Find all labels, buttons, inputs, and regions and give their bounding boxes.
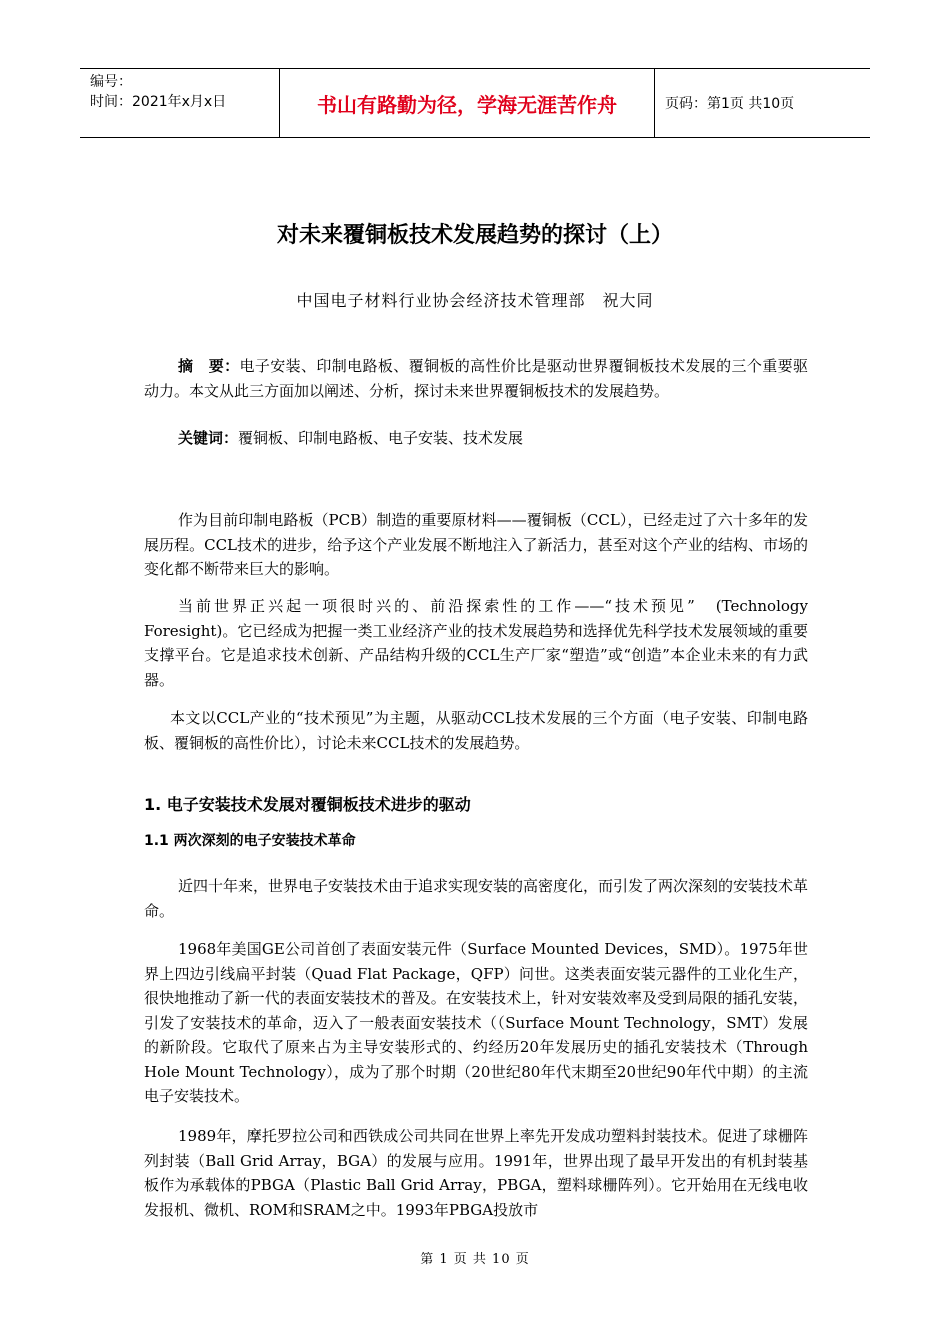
time-label: 时间：2021年x月x日: [90, 94, 227, 110]
header-table: [80, 68, 870, 138]
paragraph-5: 1968年美国GE公司首创了表面安装元件（Surface Mounted Devices，SMD）。1975年世界上四边引线扁平封装（Quad Flat Package，QFP）问世。这类表面安装元器件的工业化生产，很快地推动了新一代的表面安装技术的普及。在安装技术上，针对安装效率及受到局限的插孔安装，引发了安装技术的革命，迈入了一般表面安装技术（（Surface Mount Technology，SMT）发展的新阶段。它取代了原来占为主导安装形式的、约经历20年发展历史的插孔安装技术（Through Hole Mount Technology），成为了那个时期（20世纪80年代末期至20世纪90年代中期）的主流电子安装技术。: [144, 940, 808, 1105]
header-left-cell: [80, 69, 280, 137]
keywords-label: 关键词：: [178, 429, 239, 447]
paragraph-4: 近四十年来，世界电子安装技术由于追求实现安装的高密度化，而引发了两次深刻的安装技术革命。: [144, 877, 809, 920]
paragraph-6: 1989年，摩托罗拉公司和西铁成公司共同在世界上率先开发成功塑料封装技术。促进了球栅阵列封装（Ball Grid Array，BGA）的发展与应用。1991年，世界出现了最早开发出的有机封装基板作为承载体的PBGA（Plastic Ball Grid Array，PBGA，塑料球栅阵列）。它开始用在无线电收发报机、微机、ROM和SRAM之中。1993年PBGA投放市: [144, 1127, 808, 1219]
number-label: 编号：: [90, 74, 132, 90]
page-footer: 第 1 页 共 10 页: [420, 1252, 530, 1267]
document-title: 对未来覆铜板技术发展趋势的探讨（上）: [276, 223, 673, 248]
paragraph-1: 作为目前印制电路板（PCB）制造的重要原材料——覆铜板（CCL），已经走过了六十多年的发展历程。CCL技术的进步，给予这个产业发展不断地注入了新活力，甚至对这个产业的结构、市场的变化都不断带来巨大的影响。: [144, 511, 808, 578]
keywords: [144, 426, 808, 451]
section-heading-1: 1. 电子安装技术发展对覆铜板技术进步的驱动: [144, 795, 471, 814]
author-line: 中国电子材料行业协会经济技术管理部 祝大同: [296, 291, 654, 310]
paragraph-2: 当前世界正兴起一项很时兴的、前沿探索性的工作——“技术预见” (Technology Foresight)。它已经成为把握一类工业经济产业的技术发展趋势和选择优先科学技术发展领域的重要支撑平台。它是追求技术创新、产品结构升级的CCL生产厂家“塑造”或“创造”本企业未来的有力武器。: [144, 597, 808, 689]
abstract: [144, 354, 808, 403]
paragraph-3: 本文以CCL产业的“技术预见”为主题，从驱动CCL技术发展的三个方面（电子安装、印制电路板、覆铜板的高性价比），讨论未来CCL技术的发展趋势。: [144, 709, 808, 752]
abstract-text: 电子安装、印制电路板、覆铜板的高性价比是驱动世界覆铜板技术发展的三个重要驱动力。本文从此三方面加以阐述、分析，探讨未来世界覆铜板技术的发展趋势。: [144, 357, 808, 400]
header-motto: 书山有路勤为径，学海无涯苦作舟: [280, 69, 655, 137]
section-heading-1-1: 1.1 两次深刻的电子安装技术革命: [144, 833, 356, 849]
abstract-label: 摘 要：: [178, 357, 240, 375]
header-page-info: 页码：第1页 共10页: [665, 96, 795, 112]
keywords-text: 覆铜板、印制电路板、电子安装、技术发展: [238, 429, 524, 447]
